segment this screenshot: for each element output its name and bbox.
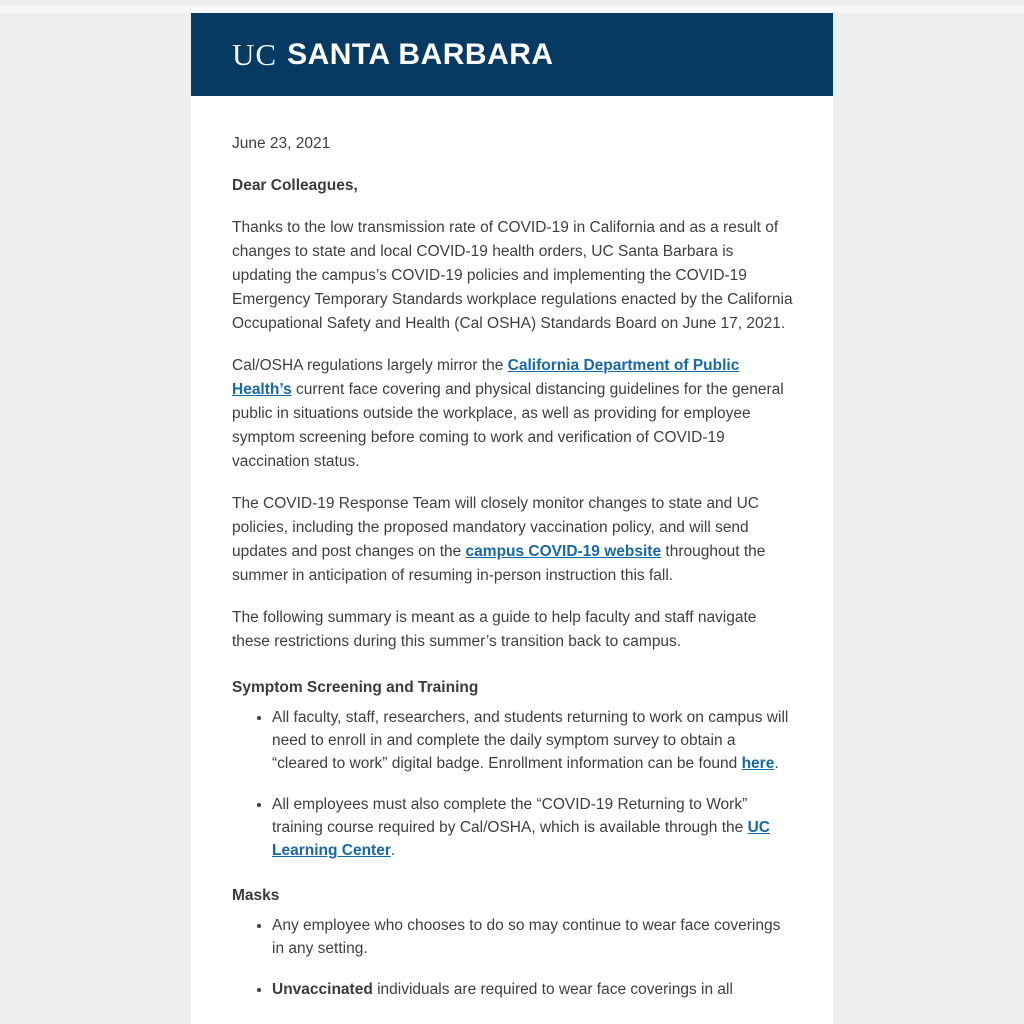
text-run: . <box>390 842 396 859</box>
text-run: Cal/OSHA regulations largely mirror the <box>232 357 508 374</box>
list-item <box>272 793 793 862</box>
section-heading: Masks <box>232 887 280 904</box>
text-run: . <box>774 755 779 772</box>
list-item <box>272 914 793 960</box>
section-heading: Symptom Screening and Training <box>232 679 479 696</box>
letter-content <box>191 96 833 1024</box>
bullet-list <box>232 706 793 862</box>
text-run: individuals are required to wear face coverings in all <box>372 981 733 998</box>
list-item <box>272 978 793 1001</box>
text-run: All employees must also complete the “COVID-19 Returning to Work” training course required by Cal/OSHA, which is available through the <box>272 796 748 836</box>
cdph-link[interactable]: California Department of Public Health’s <box>232 357 740 398</box>
letter-date: June 23, 2021 <box>232 135 331 152</box>
paragraph <box>232 216 793 336</box>
paragraph <box>232 354 793 474</box>
uc-logo-prefix: UC <box>232 36 278 72</box>
text-run: current face covering and physical distancing guidelines for the general public in situations outside the workplace, as well as providing for employee symptom screening before coming to work and verification of COVID-19 vaccination status. <box>232 381 784 470</box>
uc-learning-center-link[interactable]: UC Learning Center <box>272 819 770 859</box>
page-top-strip <box>0 5 1024 13</box>
header-banner <box>191 13 833 96</box>
email-card <box>191 13 833 1024</box>
text-run: throughout the summer in anticipation of resuming in-person instruction this fall. <box>232 543 766 584</box>
text-run: Thanks to the low transmission rate of COVID-19 in California and as a result of changes to state and local COVID-19 health orders, UC Santa Barbara is updating the campus’s COVID-19 policies and implementing the COVID-19 Emergency Temporary Standards workplace regulations enacted by the California Occupational Safety and Health (Cal OSHA) Standards Board on June 17, 2021. <box>232 219 793 332</box>
campus-covid-website-link[interactable]: campus COVID-19 website <box>465 543 662 560</box>
text-run: Any employee who chooses to do so may continue to wear face coverings in any setting. <box>272 917 781 957</box>
paragraph <box>232 492 793 588</box>
letter-body <box>232 216 793 1001</box>
bullet-list <box>232 914 793 1001</box>
uc-logo-name: SANTA BARBARA <box>287 37 554 71</box>
letter-salutation: Dear Colleagues, <box>232 177 358 194</box>
text-run: The COVID-19 Response Team will closely monitor changes to state and UC policies, including the proposed mandatory vaccination policy, and will send updates and post changes on the <box>232 495 759 560</box>
enrollment-here-link[interactable]: here <box>741 755 775 772</box>
text-run: The following summary is meant as a guide to help faculty and staff navigate these restrictions during this summer’s transition back to campus. <box>232 609 757 650</box>
list-item <box>272 706 793 775</box>
text-run: All faculty, staff, researchers, and students returning to work on campus will need to enroll in and complete the daily symptom survey to obtain a “cleared to work” digital badge. Enrollment information can be found <box>272 709 789 772</box>
bold-text: Unvaccinated <box>272 981 373 998</box>
paragraph <box>232 606 793 654</box>
